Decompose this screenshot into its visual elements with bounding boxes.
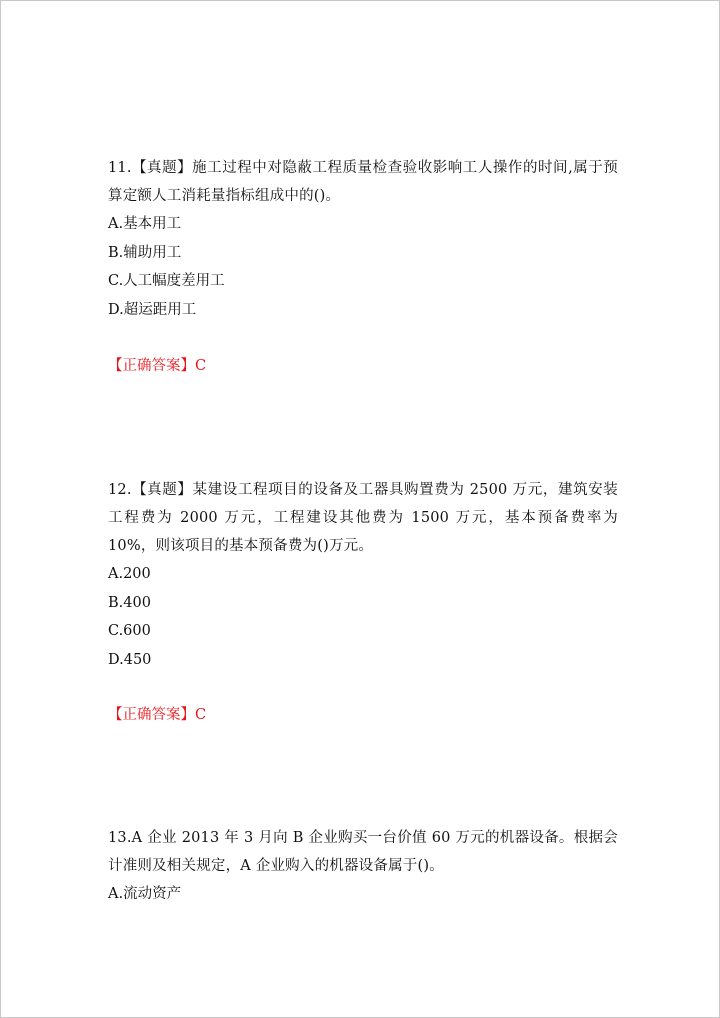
answer-value: C (195, 707, 207, 723)
option-c: C.人工幅度差用工 (108, 273, 225, 290)
option-c: C.600 (108, 623, 151, 640)
question-stem: 13.A 企业 2013 年 3 月向 B 企业购买一台价值 60 万元的机器设备。根据会计准则及相关规定，A 企业购入的机器设备属于()。 (108, 830, 618, 874)
question-stem: 12.【真题】某建设工程项目的设备及工器具购置费为 2500 万元，建筑安装工程费为 2000 万元，工程建设其他费为 1500 万元，基本预备费率为 10%，则该项目的基本预备费为()万元。 (108, 482, 618, 554)
option-a: A.200 (108, 566, 151, 582)
question-11 (108, 154, 618, 324)
question-13 (108, 824, 618, 909)
answer-label: 【正确答案】 (108, 358, 195, 374)
answer-11 (108, 356, 206, 376)
option-d: D.450 (108, 651, 152, 668)
option-b: B.400 (108, 594, 151, 611)
answer-label: 【正确答案】 (108, 707, 195, 723)
question-12 (108, 476, 618, 674)
option-a: A.流动资产 (108, 886, 182, 902)
question-stem: 11.【真题】施工过程中对隐蔽工程质量检查验收影响工人操作的时间,属于预算定额人工消耗量指标组成中的()。 (108, 160, 618, 204)
answer-12 (108, 705, 206, 725)
option-b: B.辅助用工 (108, 244, 182, 261)
option-d: D.超运距用工 (108, 301, 197, 318)
option-a: A.基本用工 (108, 216, 182, 232)
answer-value: C (195, 358, 207, 374)
